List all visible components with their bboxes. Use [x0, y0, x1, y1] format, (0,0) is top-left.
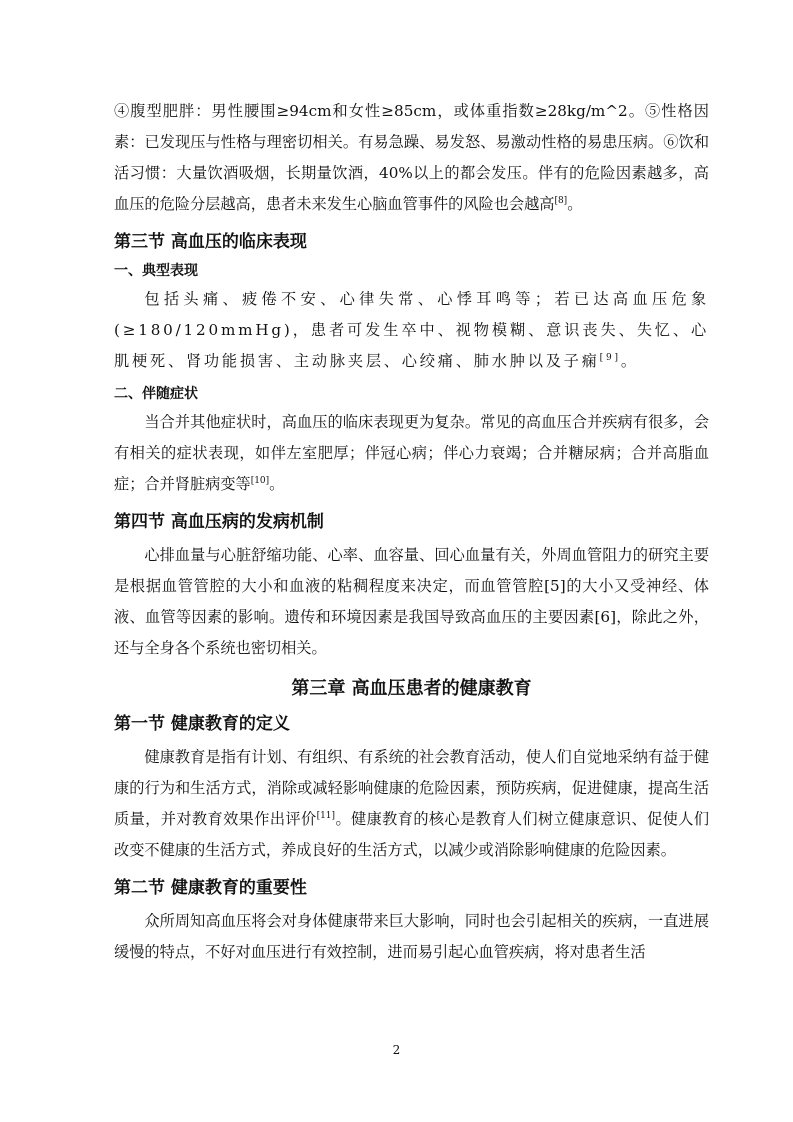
- citation-ref: [10]: [250, 475, 270, 486]
- subheading-accompanying-symptoms: 二、伴随症状: [114, 386, 198, 402]
- section-heading-pathogenesis: 第四节 高血压病的发病机制: [114, 512, 324, 532]
- paragraph-text: 当合并其他症状时，高血压的临床表现更为复杂。常见的高血压合并疾病有很多，会有相关的症状表现，如伴左室肥厚；伴冠心病；伴心力衰竭；合并糖尿病；合并高脂血症；合并肾脏病变等: [114, 413, 709, 493]
- paragraph-text: 包括头痛、疲倦不安、心律失常、心悸耳鸣等；若已达高血压危象(≥180/120mmHg)，患者可发生卒中、视物模糊、意识丧失、失忆、心肌梗死、肾功能损害、主动脉夹层、心绞痛、肺水肿以及子痫: [114, 290, 709, 370]
- paragraph-importance: [114, 906, 709, 968]
- paragraph-risk-factors: [114, 96, 709, 220]
- citation-ref: [8]: [554, 195, 568, 206]
- paragraph-pathogenesis: [114, 540, 709, 664]
- subheading-typical-manifestations: 一、典型表现: [114, 263, 198, 279]
- page-number: 2: [392, 1043, 401, 1057]
- section-heading-importance: 第二节 健康教育的重要性: [114, 878, 307, 898]
- paragraph-tail: 。: [620, 352, 639, 370]
- paragraph-text: 众所周知高血压将会对身体健康带来巨大影响，同时也会引起相关的疾病，一直进展缓慢的特点，不好对血压进行有效控制，进而易引起心血管疾病，将对患者生活: [114, 912, 709, 961]
- section-heading-definition: 第一节 健康教育的定义: [114, 714, 290, 734]
- paragraph-typical-manifestations: [114, 284, 709, 377]
- paragraph-tail: 。: [567, 195, 583, 213]
- paragraph-definition: [114, 742, 709, 866]
- paragraph-accompanying-symptoms: [114, 407, 709, 500]
- paragraph-text: 心排血量与心脏舒缩功能、心率、血容量、回心血量有关，外周血管阻力的研究主要是根据血管管腔的大小和血液的粘稠程度来决定，而血管管腔[5]的大小又受神经、体液、血管等因素的影响。遗传和环境因素是我国导致高血压的主要因素[6]，除此之外，还与全身各个系统也密切相关。: [114, 546, 709, 657]
- paragraph-text: 健康教育是指有计划、有组织、有系统的社会教育活动，使人们自觉地采纳有益于健康的行为和生活方式，消除或减轻影响健康的危险因素，预防疾病，促进健康，提高生活质量，并对教育效果作出评价: [114, 748, 709, 828]
- paragraph-tail: 。: [269, 475, 285, 493]
- paragraph-tail: 。健康教育的核心是教育人们树立健康意识、促使人们改变不健康的生活方式，养成良好的生活方式，以减少或消除影响健康的危险因素。: [114, 810, 710, 859]
- citation-ref: [11]: [316, 810, 336, 821]
- section-heading-clinical-manifestations: 第三节 高血压的临床表现: [114, 232, 307, 252]
- citation-ref: [9]: [599, 352, 621, 363]
- chapter-heading-health-education: 第三章 高血压患者的健康教育: [291, 678, 532, 699]
- paragraph-text: ④腹型肥胖：男性腰围≥94cm和女性≥85cm，或体重指数≥28kg/m^2。⑤性格因素：已发现压与性格与理密切相关。有易急躁、易发怒、易激动性格的易患压病。⑥饮和活习惯：大量饮酒吸烟，长期量饮酒，40%以上的都会发压。伴有的危险因素越多，高血压的危险分层越高，患者未来发生心脑血管事件的风险也会越高: [114, 102, 709, 213]
